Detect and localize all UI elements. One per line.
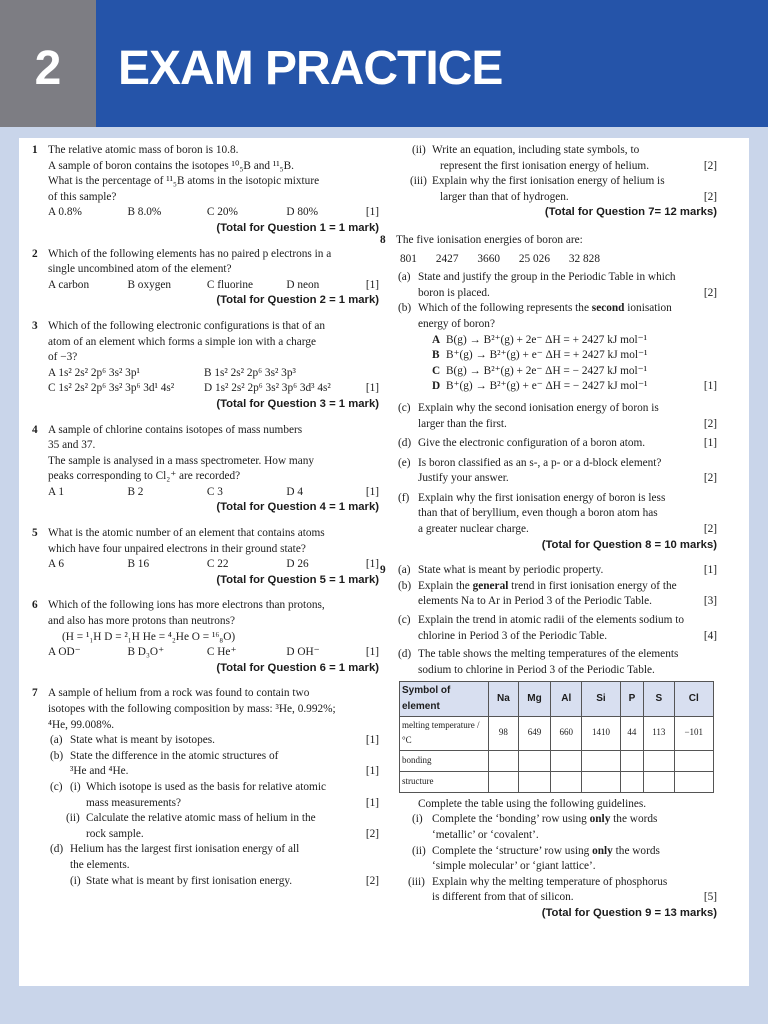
- option-d: [432, 379, 717, 395]
- part-text: a greater nuclear charge.: [418, 523, 529, 536]
- ionisation-energy: 801: [400, 252, 417, 265]
- table-cell: −101: [674, 716, 714, 750]
- part-text: than that of beryllium, even though a boron atom has: [418, 507, 658, 520]
- question-number: 5: [32, 527, 38, 540]
- part-c: [48, 780, 379, 842]
- question-8: [380, 233, 717, 553]
- part-label: (b): [50, 749, 64, 762]
- emphasis: second: [591, 302, 625, 315]
- part-text: boron is placed.: [418, 286, 490, 299]
- marks: [2]: [703, 159, 717, 172]
- element-symbol: Si: [582, 682, 620, 716]
- question-total: (Total for Question 7= 12 marks): [544, 206, 717, 219]
- option-c: C He⁺: [206, 646, 237, 659]
- question-9: [380, 563, 717, 921]
- table-header: Symbol of element: [400, 682, 489, 716]
- question-6: [32, 598, 379, 676]
- part-label: (a): [398, 271, 411, 284]
- part-text: Which isotope is used as the basis for relative atomic: [86, 780, 326, 793]
- question-text: The relative atomic mass of boron is 10.8.: [48, 144, 239, 156]
- marks: [1]: [365, 278, 379, 291]
- table-cell[interactable]: [620, 771, 643, 792]
- page-title: EXAM PRACTICE: [118, 42, 503, 95]
- question-text: of this sample?: [48, 190, 117, 203]
- part-label: (a): [398, 564, 411, 577]
- part-text: chlorine in Period 3 of the Periodic Table.: [418, 629, 608, 642]
- option-c: [432, 364, 717, 380]
- part-label: (a): [50, 734, 63, 747]
- part-text: is different from that of silicon.: [432, 891, 574, 904]
- marks: [2]: [703, 286, 717, 299]
- part-text: larger than that of hydrogen.: [440, 190, 569, 203]
- question-total: (Total for Question 4 = 1 mark): [216, 501, 379, 514]
- option-d: D 4: [286, 485, 303, 498]
- option-b: B 1s² 2s² 2p⁶ 3s² 3p³: [204, 366, 296, 379]
- marks: [2]: [703, 472, 717, 485]
- table-row: [400, 750, 714, 771]
- element-symbol: Cl: [674, 682, 714, 716]
- part-text: State the difference in the atomic structures of: [70, 749, 279, 762]
- part-d: [48, 842, 379, 889]
- marks: [1]: [365, 382, 379, 395]
- question-number: 9: [380, 564, 386, 577]
- part-label: (d): [398, 648, 412, 661]
- part-a: [396, 270, 717, 301]
- marks: [2]: [365, 827, 379, 840]
- part-d: [396, 647, 717, 678]
- table-cell[interactable]: [551, 750, 582, 771]
- question-number: 7: [32, 687, 38, 700]
- part-label: (f): [398, 491, 410, 504]
- option-a: A 0.8%: [48, 206, 82, 219]
- question-text: The five ionisation energies of boron are:: [396, 233, 583, 246]
- part-text: mass measurements?: [86, 796, 182, 809]
- option-c: C 20%: [206, 206, 238, 219]
- part-a: [48, 733, 379, 749]
- part-label: (ii): [412, 144, 426, 156]
- question-text: Which of the following ions has more electrons than protons,: [48, 599, 325, 612]
- table-cell[interactable]: [518, 750, 551, 771]
- part-text: Explain why the first ionisation energy of helium is: [432, 175, 665, 188]
- guideline-iii: [396, 875, 717, 906]
- part-text: Justify your answer.: [418, 472, 509, 485]
- question-5: [32, 526, 379, 588]
- option-a: [432, 333, 717, 349]
- part-text: Helium has the largest first ionisation energy of all: [70, 843, 300, 856]
- marks: [2]: [703, 523, 717, 536]
- ionisation-energy: 32 828: [568, 252, 600, 265]
- part-label: (i): [70, 780, 81, 793]
- question-total: (Total for Question 5 = 1 mark): [216, 573, 379, 586]
- marks: [2]: [703, 190, 717, 203]
- question-total: (Total for Question 2 = 1 mark): [216, 294, 379, 307]
- table-cell[interactable]: [518, 771, 551, 792]
- part-text: The table shows the melting temperatures of the elements: [418, 648, 679, 661]
- part-text: rock sample.: [86, 827, 144, 840]
- part-text: Complete the ‘bonding’ row using: [432, 813, 590, 826]
- question-number: 8: [380, 233, 386, 246]
- question-number: 6: [32, 599, 38, 612]
- option-c: C 3: [206, 485, 223, 498]
- part-label: (d): [398, 437, 412, 450]
- part-label: (b): [398, 302, 412, 315]
- ionisation-energy: 3660: [477, 252, 500, 265]
- question-text: The sample is analysed in a mass spectrometer. How many: [48, 454, 315, 467]
- question-text: and also has more protons than neutrons?: [48, 615, 235, 628]
- option-c: C fluorine: [206, 278, 254, 291]
- part-c-i: [70, 780, 379, 811]
- question-text: which have four unpaired electrons in their ground state?: [48, 542, 306, 555]
- part-text: State and justify the group in the Periodic Table in which: [418, 271, 676, 284]
- part-text: ‘simple molecular’ or ‘giant lattice’.: [432, 860, 596, 873]
- part-text: Complete the ‘structure’ row using: [432, 844, 593, 857]
- question-text: A sample of helium from a rock was found to contain two: [48, 687, 310, 700]
- option-d: D 1s² 2s² 2p⁶ 3s² 3p⁶ 3d³ 4s²: [204, 382, 331, 395]
- option-a: A OD⁻: [48, 646, 81, 659]
- part-text: elements Na to Ar in Period 3 of the Periodic Table.: [418, 595, 652, 608]
- table-cell[interactable]: [620, 750, 643, 771]
- marks: [1]: [703, 564, 717, 577]
- row-label: bonding: [400, 750, 489, 771]
- question-number: 3: [32, 319, 38, 332]
- option-b: B 16: [127, 558, 150, 571]
- part-text: Give the electronic configuration of a boron atom.: [418, 437, 646, 450]
- equation: B(g) → B²⁺(g) + 2e⁻ ΔH = + 2427 kJ mol⁻¹: [446, 333, 648, 346]
- part-text: larger than the first.: [418, 417, 507, 430]
- question-text: single uncombined atom of the element?: [48, 263, 232, 276]
- part-label: (ii): [412, 844, 426, 857]
- question-text: ⁴He, 99.008%.: [48, 718, 115, 731]
- option-a: A carbon: [48, 278, 90, 291]
- isotope-key: (H = ¹₁H D = ²₁H He = ⁴₂He O = ¹⁶₈O): [62, 630, 236, 643]
- part-text: Explain why the melting temperature of phosphorus: [432, 875, 668, 888]
- option-a: A 1: [48, 485, 65, 498]
- emphasis: general: [472, 579, 509, 592]
- table-cell[interactable]: [644, 771, 674, 792]
- question-text: atom of an element which forms a simple ion with a charge: [48, 335, 317, 348]
- element-symbol: Al: [551, 682, 582, 716]
- part-label: (d): [50, 843, 64, 856]
- option-d: D 80%: [286, 206, 319, 219]
- chapter-number: 2: [34, 42, 62, 95]
- table-row: [400, 716, 714, 750]
- part-d-ii: [396, 143, 717, 174]
- part-label: (c): [398, 401, 411, 414]
- table-cell[interactable]: [582, 750, 620, 771]
- option-letter: C: [432, 364, 441, 377]
- part-label: (c): [398, 614, 411, 627]
- element-symbol: Mg: [518, 682, 551, 716]
- part-c: [396, 613, 717, 644]
- part-text: Write an equation, including state symbols, to: [432, 144, 640, 156]
- option-d: D OH⁻: [286, 646, 320, 659]
- marks: [1]: [703, 437, 717, 450]
- option-b: B 8.0%: [127, 206, 162, 219]
- ionisation-energy: 2427: [435, 252, 459, 265]
- marks: [1]: [365, 646, 379, 659]
- marks: [1]: [365, 765, 379, 778]
- option-a: A 6: [48, 558, 65, 571]
- ionisation-energies: [400, 252, 600, 268]
- ionisation-energy: 25 026: [518, 252, 550, 265]
- part-label: (i): [70, 874, 81, 887]
- table-row: [400, 771, 714, 792]
- part-text: the words: [610, 813, 658, 826]
- marks: [1]: [703, 380, 717, 393]
- part-a: [396, 563, 717, 579]
- option-d: D 26: [286, 558, 309, 571]
- part-text: Explain the: [418, 579, 473, 592]
- part-text: ionisation: [624, 302, 672, 315]
- question-text: of −3?: [48, 351, 78, 364]
- part-text: Explain why the first ionisation energy of boron is less: [418, 491, 666, 504]
- guideline-i: [396, 812, 717, 843]
- question-3: [32, 319, 379, 413]
- option-d: D neon: [286, 278, 320, 291]
- part-text: the words: [612, 844, 660, 857]
- option-b: B 2: [127, 485, 144, 498]
- table-cell[interactable]: [551, 771, 582, 792]
- table-cell[interactable]: [674, 771, 714, 792]
- emphasis: only: [592, 844, 613, 857]
- table-cell: 44: [620, 716, 643, 750]
- table-cell: 649: [518, 716, 551, 750]
- part-text: Explain the trend in atomic radii of the elements sodium to: [418, 614, 685, 627]
- part-text: trend in first ionisation energy of the: [508, 579, 677, 592]
- equation: B(g) → B²⁺(g) + 2e⁻ ΔH = − 2427 kJ mol⁻¹: [446, 364, 648, 377]
- question-7-continued: [380, 143, 717, 221]
- table-cell[interactable]: [674, 750, 714, 771]
- part-text: ‘metallic’ or ‘covalent’.: [432, 828, 539, 841]
- element-symbol: S: [644, 682, 674, 716]
- marks: [3]: [703, 595, 717, 608]
- part-b: [396, 579, 717, 610]
- header-banner: [0, 0, 768, 127]
- part-c-ii: [66, 811, 379, 842]
- question-text: What is the percentage of ¹¹₅B atoms in the isotopic mixture: [48, 175, 320, 188]
- question-text: 35 and 37.: [48, 439, 96, 452]
- part-text: Which of the following represents the: [418, 302, 592, 315]
- page-content: [19, 138, 749, 986]
- question-2: [32, 247, 379, 309]
- guideline-ii: [396, 844, 717, 875]
- part-text: represent the first ionisation energy of helium.: [440, 159, 650, 172]
- emphasis: only: [589, 813, 611, 826]
- table-cell: 98: [489, 716, 519, 750]
- row-label: melting temperature / °C: [400, 716, 489, 750]
- guidelines-intro: Complete the table using the following guidelines.: [418, 797, 647, 810]
- part-label: (i): [412, 813, 423, 826]
- option-c: C 22: [206, 558, 229, 571]
- question-number: 2: [32, 247, 38, 260]
- table-cell[interactable]: [582, 771, 620, 792]
- table-header-row: [400, 682, 714, 716]
- table-cell: 660: [551, 716, 582, 750]
- question-text: Which of the following electronic configurations is that of an: [48, 319, 326, 332]
- part-text: sodium to chlorine in Period 3 of the Periodic Table.: [418, 663, 655, 676]
- part-label: (ii): [66, 812, 80, 825]
- part-text: Explain why the second ionisation energy of boron is: [418, 401, 659, 414]
- part-text: State what is meant by isotopes.: [70, 734, 215, 747]
- part-b: [48, 749, 379, 780]
- marks: [1]: [365, 796, 379, 809]
- part-text: energy of boron?: [418, 317, 495, 330]
- left-column: [32, 143, 379, 899]
- question-total: (Total for Question 8 = 10 marks): [541, 538, 717, 551]
- part-d-i: [70, 874, 379, 890]
- part-e: [396, 456, 717, 487]
- marks: [2]: [365, 874, 379, 887]
- question-total: (Total for Question 6 = 1 mark): [216, 661, 379, 674]
- part-label: (c): [50, 780, 63, 793]
- option-letter: A: [432, 333, 441, 346]
- option-b: B D₃O⁺: [127, 646, 165, 659]
- marks: [4]: [703, 629, 717, 642]
- option-b: [432, 348, 717, 364]
- question-text: Which of the following elements has no paired p electrons in a: [48, 247, 332, 260]
- part-label: (e): [398, 456, 411, 469]
- question-text: A sample of chlorine contains isotopes of mass numbers: [48, 423, 303, 436]
- marks: [2]: [703, 417, 717, 430]
- option-letter: D: [432, 380, 441, 393]
- part-text: Calculate the relative atomic mass of helium in the: [86, 812, 316, 825]
- element-symbol: P: [620, 682, 643, 716]
- question-total: (Total for Question 3 = 1 mark): [216, 397, 379, 410]
- part-text: State what is meant by periodic property.: [418, 564, 604, 577]
- part-f: [396, 491, 717, 538]
- marks: [1]: [365, 206, 379, 219]
- equation: B⁺(g) → B²⁺(g) + e⁻ ΔH = + 2427 kJ mol⁻¹: [446, 349, 648, 362]
- question-text: isotopes with the following composition by mass: ³He, 0.992%;: [48, 703, 336, 715]
- melting-temperature-table: [399, 681, 714, 792]
- part-c: [396, 401, 717, 432]
- part-text: Is boron classified as an s-, a p- or a d-block element?: [418, 456, 662, 469]
- question-text: A sample of boron contains the isotopes ¹⁰₅B and ¹¹₅B.: [48, 159, 294, 172]
- table-cell: 113: [644, 716, 674, 750]
- part-d-iii: [396, 174, 717, 205]
- option-a: A 1s² 2s² 2p⁶ 3s² 3p¹: [48, 366, 140, 379]
- question-1: [32, 143, 379, 237]
- marks: [1]: [365, 558, 379, 571]
- table-cell[interactable]: [489, 750, 519, 771]
- table-cell[interactable]: [644, 750, 674, 771]
- part-label: (b): [398, 579, 412, 592]
- question-total: (Total for Question 9 = 13 marks): [541, 906, 717, 919]
- option-letter: B: [432, 349, 440, 362]
- option-c: C 1s² 2s² 2p⁶ 3s² 3p⁶ 3d¹ 4s²: [48, 382, 175, 395]
- part-text: ³He and ⁴He.: [70, 765, 129, 778]
- question-4: [32, 423, 379, 517]
- part-label: (iii): [408, 875, 425, 888]
- question-7: [32, 686, 379, 889]
- question-text: What is the atomic number of an element that contains atoms: [48, 527, 325, 540]
- element-symbol: Na: [489, 682, 519, 716]
- part-label: (iii): [410, 175, 427, 188]
- right-column: [380, 143, 717, 932]
- marks: [1]: [365, 485, 379, 498]
- part-b: [396, 301, 717, 395]
- marks: [1]: [365, 734, 379, 747]
- table-cell: 1410: [582, 716, 620, 750]
- part-d: [396, 436, 717, 452]
- option-b: B oxygen: [127, 278, 172, 291]
- table-cell[interactable]: [489, 771, 519, 792]
- marks: [5]: [703, 891, 717, 904]
- question-text: peaks corresponding to Cl₂⁺ are recorded?: [48, 470, 241, 483]
- row-label: structure: [400, 771, 489, 792]
- question-number: 4: [32, 423, 38, 436]
- equation: B⁺(g) → B²⁺(g) + e⁻ ΔH = − 2427 kJ mol⁻¹: [446, 380, 648, 393]
- question-total: (Total for Question 1 = 1 mark): [216, 221, 379, 234]
- part-text: State what is meant by first ionisation energy.: [86, 874, 293, 887]
- part-text: the elements.: [70, 858, 130, 871]
- question-number: 1: [32, 144, 38, 156]
